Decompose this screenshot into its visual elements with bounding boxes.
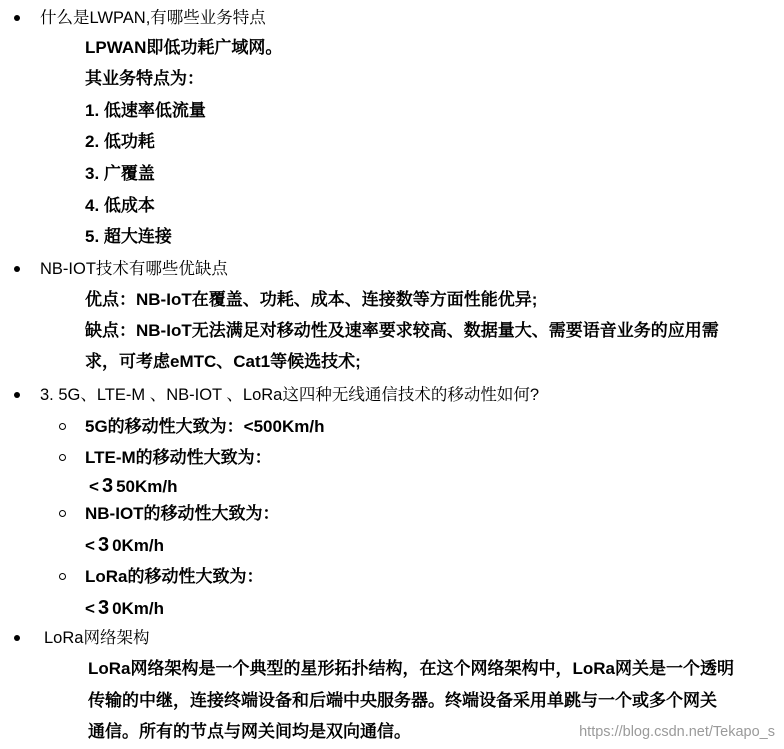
content-line: 求，可考虑eMTC、Cat1等候选技术; <box>85 352 361 371</box>
mobility-value-lte-m <box>89 471 778 501</box>
bullet-icon <box>14 392 20 398</box>
section-heading-lpwan: 什么是LWPAN,有哪些业务特点 <box>40 9 266 27</box>
bullet-icon <box>14 635 20 641</box>
value-digit: 3 <box>97 597 110 619</box>
sub-bullet-icon <box>59 510 66 517</box>
list-item: 2. 低功耗 <box>85 132 155 151</box>
sub-bullet-icon <box>59 454 66 461</box>
mobility-item-nb-iot: NB-IOT的移动性大致为： <box>85 504 280 523</box>
section-heading-mobility: 3. 5G、LTE-M 、NB-IOT 、LoRa这四种无线通信技术的移动性如何? <box>40 386 540 404</box>
value-less-than: < <box>89 477 99 496</box>
value-rest: 50Km/h <box>116 477 178 496</box>
list-item: 3. 广覆盖 <box>85 164 155 183</box>
section-heading-nbiot: NB-IOT技术有哪些优缺点 <box>40 260 228 278</box>
value-rest: 0Km/h <box>112 599 165 618</box>
bullet-icon <box>14 266 20 272</box>
bullet-icon <box>14 15 20 21</box>
content-line: LoRa网络架构是一个典型的星形拓扑结构，在这个网络架构中，LoRa网关是一个透明 <box>88 659 734 678</box>
mobility-item-5g: 5G的移动性大致为：<500Km/h <box>85 417 325 436</box>
content-line: 缺点：NB-IoT无法满足对移动性及速率要求较高、数据量大、需要语音业务的应用需 <box>85 321 719 340</box>
value-rest: 0Km/h <box>112 536 165 555</box>
mobility-item-lora: LoRa的移动性大致为： <box>85 567 264 586</box>
list-item: 5. 超大连接 <box>85 227 172 246</box>
sub-bullet-icon <box>59 573 66 580</box>
value-less-than: < <box>85 599 95 618</box>
content-line: 传输的中继，连接终端设备和后端中央服务器。终端设备采用单跳与一个或多个网关 <box>88 691 717 710</box>
mobility-value-lora <box>85 593 778 623</box>
value-digit: 3 <box>101 475 114 497</box>
list-item: 1. 低速率低流量 <box>85 101 206 120</box>
value-digit: 3 <box>97 534 110 556</box>
mobility-item-lte-m: LTE-M的移动性大致为： <box>85 448 272 467</box>
watermark: https://blog.csdn.net/Tekapo_s <box>579 724 775 740</box>
content-line: LPWAN即低功耗广域网。 <box>85 38 283 57</box>
value-less-than: < <box>85 536 95 555</box>
sub-bullet-icon <box>59 423 66 430</box>
mobility-value-nb-iot <box>85 530 778 560</box>
content-line: 其业务特点为： <box>85 69 204 88</box>
content-line: 优点：NB-IoT在覆盖、功耗、成本、连接数等方面性能优异; <box>85 290 538 309</box>
content-line: 通信。所有的节点与网关间均是双向通信。 <box>88 722 411 741</box>
section-heading-lora: LoRa网络架构 <box>44 629 150 647</box>
list-item: 4. 低成本 <box>85 196 155 215</box>
